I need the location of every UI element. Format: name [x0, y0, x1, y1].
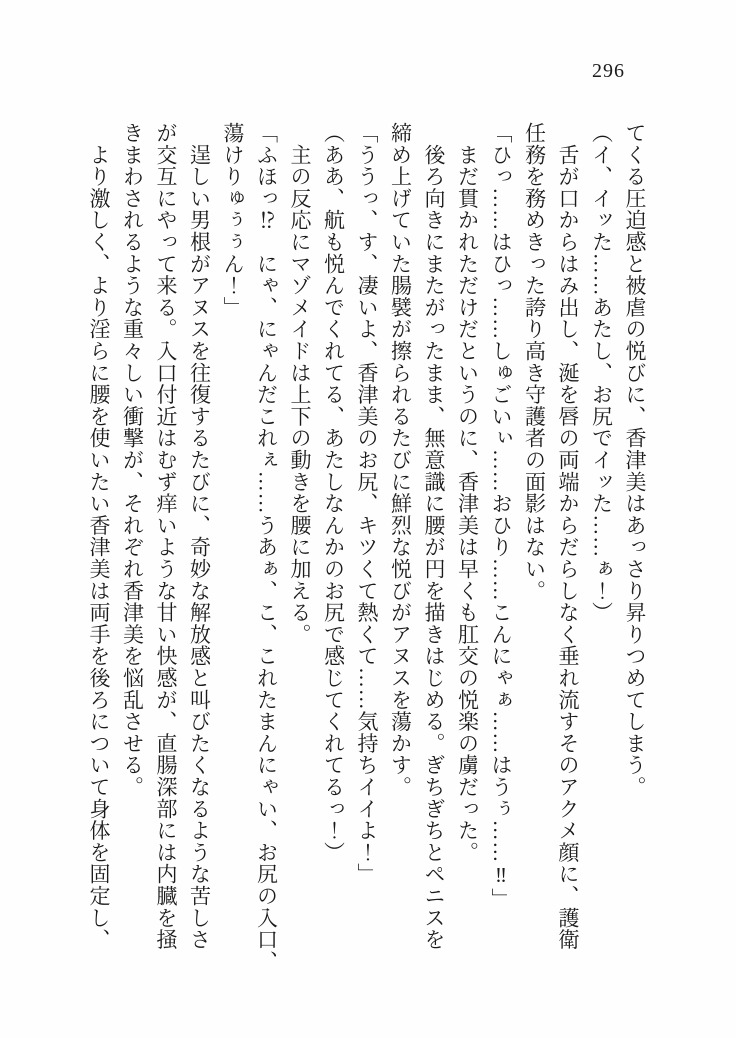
text-column: 締め上げていた腸襞が擦られるたびに鮮烈な悦びがアヌスを蕩かす。	[388, 122, 413, 798]
text-column: （イ、イッた……あたし、お尻でイッた……ぁ！）	[589, 122, 614, 624]
text-column: 「ふほっ⁉ にゃ、にゃんだこれぇ……うあぁ、こ、これたまんにゃい、お尻の入口、	[254, 122, 279, 973]
text-column: 主の反応にマゾメイドは上下の動きを腰に加える。	[288, 122, 312, 646]
text-column: きまわされるような重々しい衝撃が、それぞれ香津美を悩乱させる。	[120, 122, 145, 798]
text-column: より激しく、より淫らに腰を使いたい香津美は両手を後ろについて身体を固定し、	[87, 122, 111, 951]
text-column: まだ貫かれただけだというのに、香津美は早くも肛交の悦楽の虜だった。	[455, 122, 480, 864]
text-column: 任務を務めきった誇り高き守護者の面影はない。	[522, 122, 547, 602]
text-column: が交互にやって来る。入口付近はむず痒いような甘い快感が、直腸深部には内臓を掻	[154, 122, 178, 951]
text-column: 後ろ向きにまたがったまま、無意識に腰が円を描きはじめる。ぎちぎちとペニスを	[422, 122, 446, 951]
text-column: 「ううっ、す、凄いよ、香津美のお尻、キツくて熱くて……気持ちイイよ！」	[355, 122, 379, 885]
vertical-text-block	[82, 122, 652, 1022]
text-column: 「ひっ……はひっ……しゅごいぃ……おひり……こんにゃぁ……はうぅ……‼」	[489, 122, 513, 910]
text-column: 蕩けりゅぅぅん！」	[221, 122, 245, 319]
text-column: （ああ、航も悦んでくれてる、あたしなんかのお尻で感じてくれてるっ！）	[321, 122, 346, 864]
text-column: 舌が口からはみ出し、涎を唇の両端からだらしなく垂れ流すそのアクメ顔に、護衛	[556, 122, 580, 951]
text-column: 逞しい男根がアヌスを往復するたびに、奇妙な解放感と叫びたくなるような苦しさ	[187, 122, 212, 951]
page-number: 296	[592, 60, 625, 82]
text-column: てくる圧迫感と被虐の悦びに、香津美はあっさり昇りつめてしまう。	[623, 122, 647, 798]
